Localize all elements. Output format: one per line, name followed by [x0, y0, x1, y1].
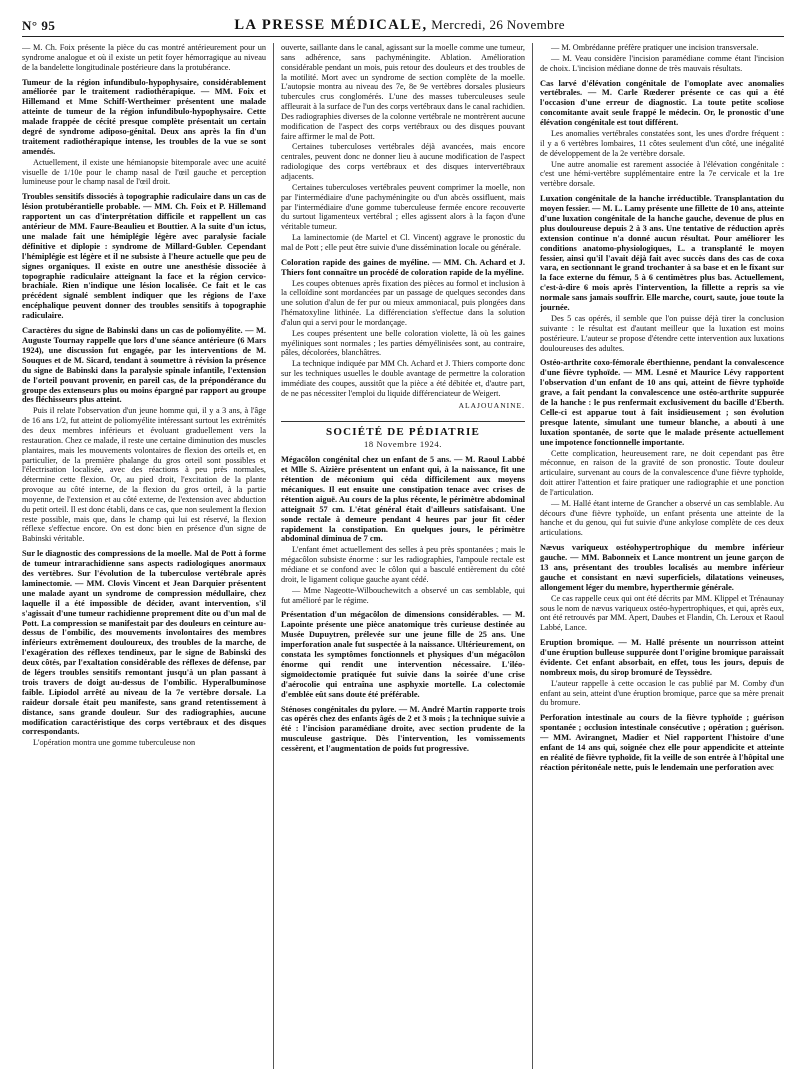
section-heading: Sténoses congénitales du pylore. — M. André Martin rapporte trois cas opérés chez des enfants âgés de 2 et 3 mois ; la technique suivie a été : l'incision paramédiane droite, avec section prudente de la musculeuse gastrique. Dès l'intervention, les vomissements cessèrent, et l'augmentation de poids fut progressive.: [281, 704, 525, 754]
paragraph: Cette complication, heureusement rare, ne doit cependant pas être méconnue, en raison de la gravité de son pronostic. Toute douleur articulaire, survenant au cours de la convalescence d'une fièvre typhoïde, doit attirer l'attention et faire pratiquer une radiographie et une ponction de l'articulation.: [540, 448, 784, 497]
paragraph: Certaines tuberculoses vertébrales déjà avancées, mais encore centrales, peuvent donc ne donner lieu à aucune modification de l'aspect radiologique des corps vertébraux et des disques intervertébraux adjacents.: [281, 142, 525, 181]
paragraph: Puis il relate l'observation d'un jeune homme qui, il y a 3 ans, à l'âge de 16 ans 1/2, fut atteint de poliomyélite intéressant surtout les extrémités des deux membres inférieurs et évoluant graduellement vers la restauration. Chez ce malade, il reste une certaine diminution des muscles plantaires, mais les mouvements volontaires de flexion des orteils et, en particulier, de la première phalange du gros orteil sont possibles et l'électrisation localisée, avec des réactions à peu près normales, détermine cette flexion. Or, au pied droit, l'excitation de la plante provoque au côté interne, de la flexion du gros orteil, à la partie moyenne, de l'extension et au côté externe, de l'extension avec abduction du petit orteil. Il est donc établi, dans ce cas, que non seulement la flexion reste possible, mais que, dans le champ qui lui est réservé, la flexion réflexe s'effectue encore. On est donc bien en présence d'un signe de Babinski véritable.: [22, 406, 266, 544]
columns: [22, 43, 784, 1069]
paragraph: L'enfant émet actuellement des selles à peu près spontanées ; mais le mégacôlon subsiste énorme : sur les radiographies, l'ampoule rectale est médiane et se confond avec le côlon qui a basculé entièrement du côté droit, le ligament colique gauche ayant cédé.: [281, 545, 525, 584]
section-heading: Coloration rapide des gaines de myéline. — MM. Ch. Achard et J. Thiers font connaître un procédé de coloration rapide de la myéline.: [281, 257, 525, 277]
section-heading: Perforation intestinale au cours de la fièvre typhoïde ; guérison spontanée ; occlusion intestinale consécutive ; opération ; guérison. — MM. Avirangnet, Madier et Niel rapportent l'histoire d'une enfant de 14 ans qui, soignée chez elle pour appendicite et atteinte en réalité de fièvre typhoïde, fit la veille de son entrée à l'hôpital une réaction péritonéale nette, puis le lendemain une perforation avec: [540, 713, 784, 772]
paragraph: — M. Veau considère l'incision paramédiane comme étant l'incision de choix. L'incision médiane donne de très mauvais résultats.: [540, 53, 784, 73]
section-heading: Troubles sensitifs dissociés à topographie radiculaire dans un cas de lésion protubérantielle probable. — MM. Ch. Foix et P. Hillemand rapportent un cas d'interprétation difficile et rappellent un cas antérieur de MM. Faure-Beaulieu et Bouttier. A la suite d'un ictus, une malade fait une hémiplégie légère avec paralysie faciale définitive et diplopie : syndrome de Millard-Gubler. Cependant l'hémiplégie est légère et il ne subsiste à l'heure actuelle que peu de signes organiques. Il existe en outre une anesthésie dissociée à topographie radiculaire atteignant la face et la région cervico-brachiale. Rien n'indique une lésion localisée. Ce fait et le cas précédent signalé semblent indiquer que les régions de l'axe encéphalique peuvent donner des troubles sensitifs à topographie radiculaire.: [22, 192, 266, 321]
paragraph: — M. Ch. Foix présente la pièce du cas montré antérieurement pour un syndrome analogue et où il existe un petit foyer hémorragique au niveau de la bandelette longitudinale postérieure dans la protubérance.: [22, 43, 266, 72]
section-heading: Caractères du signe de Babinski dans un cas de poliomyélite. — M. Auguste Tournay rappelle que lors d'une séance antérieure (6 Mars 1924), une discussion fut engagée, par les interventions de M. Souques et de M. Sicard, tendant à soumettre à révision la présence du signe de Babinski dans la paralysie spinale infantile, l'extension de l'orteil pouvant provenir, en pareil cas, de la prépondérance du groupe des extenseurs plus ou moins épargné par rapport au groupe des fléchisseurs plus atteint.: [22, 326, 266, 405]
column-1: [22, 43, 266, 1069]
paragraph: — M. Ombrédanne préfère pratiquer une incision transversale.: [551, 43, 759, 52]
section-heading: Luxation congénitale de la hanche irréductible. Transplantation du moyen fessier. — M. L. Lamy présente une fillette de 10 ans, atteinte d'une luxation congénitale de la hanche gauche, devenue de plus en plus douloureuse depuis 2 à 3 ans. Une tentative de réduction après extension continue n'a donné aucun résultat. Pour améliorer les conditions anatomo-physiologiques, L. a transplanté le moyen fessier, ainsi qu'il l'avait déjà fait avec succès dans des cas de coxa vara, en sectionnant le grand trochanter à sa base et en le fixant sur la face externe du fémur, 5 à 6 centimètres plus bas. Actuellement, c'est-à-dire 6 mois après l'intervention, la fillette a repris sa vie normale sans jamais souffrir. Elle marche, court, saute, joue toute la journée.: [540, 194, 784, 313]
journal-title: [234, 17, 565, 34]
paragraph: La technique indiquée par MM Ch. Achard et J. Thiers comporte donc sur les techniques usuelles le double avantage de permettre la coloration immédiate des coupes, aussitôt que la pièce a été débitée et, d'autre part, de ne pas nécessiter l'emploi du liquide différenciateur de Weigert.: [281, 359, 525, 398]
column-2: [281, 43, 525, 1069]
issue-date: Mercredi, 26 Novembre: [427, 17, 565, 32]
paragraph: Certaines tuberculoses vertébrales peuvent comprimer la moelle, non par l'intermédiaire d'une pachyméningite ou d'un abcès ossifluent, mais par l'intermédiaire d'une gomme tuberculeuse fermée encore recouverte du surtout ligamenteux vertébral ; elles agissent alors à la façon d'une véritable tumeur.: [281, 182, 525, 232]
journal-name: LA PRESSE MÉDICALE,: [234, 17, 428, 33]
section-heading: Sur le diagnostic des compressions de la moelle. Mal de Pott à forme de tumeur intrarachidienne sans aspects radiologiques anormaux des vertèbres. Sur l'évolution de la tuberculose vertébrale après laminectomie. — MM. Clovis Vincent et Jean Darquier présentent une malade ayant un syndrome de compression médullaire, chez laquelle il a été impossible de décider, avant intervention, s'il s'agissait d'une tumeur rachidienne proprement dite ou d'un mal de Pott. La compression se manifestait par des douleurs en ceinture au-dessus de l'ombilic, des mouvements involontaires des membres inférieurs extrêmement douloureux, des troubles de la marche, de l'exagération des réflexes tendineux, par le signe de Babinski des deux côtés, par l'exaltation considérable des réflexes de défense, par de légers troubles sensitifs remontant jusqu'à un plan passant à trois travers de doigt au-dessus de l'ombilic. Hyperalbuminose faible. Lipiodol arrêté au niveau de la 7e vertèbre dorsale. La raideur dorsale était peu manifeste, sans grand retentissement à distance, sans grande douleur. Sur des radiographies, aucune modification caractéristique des corps vertébraux et des disques correspondants.: [22, 549, 266, 737]
section-heading: Présentation d'un mégacôlon de dimensions considérables. — M. Lapointe présente une pièce anatomique très curieuse destinée au Musée Dupuytren, prélevée sur une jeune fille de 25 ans. Une imperforation anale fut suspectée à la naissance. Ultérieurement, on constata les symptômes fonctionnels et physiques d'un mégacôlon énorme qui rendit une intervention nécessaire. L'iléo-sigmoïdectomie pratiquée fut suivie dans la soirée d'une crise d'aérocolie qui entraîna une asphyxie mortelle. La colectomie d'emblée eût sans doute été préférable.: [281, 610, 525, 699]
column-divider: [273, 43, 274, 1069]
paragraph: — Mme Nageotte-Wilbouchewitch a observé un cas semblable, qui fut amélioré par le régime.: [281, 585, 525, 605]
section-heading: Mégacôlon congénital chez un enfant de 5 ans. — M. Raoul Labbé et Mlle S. Aizière présentent un enfant qui, à la naissance, fit une rétention de méconium qui céda difficilement aux moyens mécaniques. Il eut ensuite une constipation tenace avec crises de rétention aiguë. Au cours de la plus récente, le périmètre abdominal atteignait 57 cm. L'état général était d'ailleurs satisfaisant. Une sonde rectale à demeure pendant 4 heures par jour fit céder rapidement la constipation. En quelques jours, le périmètre abdominal diminua de 7 cm.: [281, 455, 525, 544]
paragraph: Les coupes présentent une belle coloration violette, là où les gaines myéliniques sont normales ; les parties démyélinisées sont, au contraire, pâles, décolorées, blanchâtres.: [281, 328, 525, 358]
paragraph: La laminectomie (de Martel et Cl. Vincent) aggrave le pronostic du mal de Pott ; elle peut être suivie d'une dissémination locale ou générale.: [281, 233, 525, 252]
column-divider: [532, 43, 533, 1069]
section-heading: Ostéo-arthrite coxo-fémorale éberthienne, pendant la convalescence d'une fièvre typhoïde. — MM. Lesné et Maurice Lévy rapportent l'observation d'un enfant de 10 ans qui, atteint de fièvre typhoïde grave, a fait pendant la convalescence une ostéo-arthrite suppurée de la hanche : le pus renfermait exclusivement du bacille d'Eberth. Celle-ci est apparue tout à fait insidieusement ; son évolution presque latente, simulant une tumeur blanche, a abouti à une luxation spontanée, de sorte que le malade présente actuellement une impotence fonctionnelle importante.: [540, 358, 784, 447]
paragraph: Une autre anomalie est rarement associée à l'élévation congénitale : c'est une hémi-vertèbre supplémentaire entre la 7e cervicale et la 1re vertèbre dorsale.: [540, 159, 784, 189]
society-title: SOCIÉTÉ DE PÉDIATRIE: [281, 421, 525, 438]
section-heading: Tumeur de la région infundibulo-hypophysaire, considérablement améliorée par le traitement radiothérapique. — MM. Foix et Hillemand et Mme Schiff-Wertheimer présentent une malade atteinte de tumeur de la région infundibulo-hypophysaire. Cette malade frappée de cécité presque complète présentait un certain degré de syndrome adiposo-génital. Deux ans après la fin d'un traitement radiothérapique intense, les troubles de la vue se sont amendés.: [22, 77, 266, 156]
page-header: [22, 8, 784, 37]
newspaper-page: [22, 8, 784, 1074]
section-heading: Eruption bromique. — M. Hallé présente un nourrisson atteint d'une éruption bulleuse suppurée dont l'origine bromique paraissait évidente. Cet enfant absorbait, en effet, tous les jours, depuis de nombreux mois, du sirop bromuré de Teyssèdre.: [540, 638, 784, 677]
section-heading: Nævus variqueux ostéohypertrophique du membre inférieur gauche. — MM. Babonneix et Lance montrent un jeune garçon de 13 ans, présentant des troubles localisés au membre inférieur gauche et consistant en nævi superficiels, dilatations veineuses, allongement léger du membre, hyperthermie générale.: [540, 543, 784, 592]
paragraph: Les coupes obtenues après fixation des pièces au formol et inclusion à la celloïdine sont mordancées par un passage de quelques secondes dans une solution d'alun de fer pur ou mieux ammoniacal, puis plongées dans l'hématoxyline lithinée. La différenciation s'effectue dans la solution d'alun qui a servi pour le mordançage.: [281, 278, 525, 327]
column-3: [540, 43, 784, 1069]
paragraph: ouverte, saillante dans le canal, agissant sur la moelle comme une tumeur, sans adhérence, sans pachyméningite. Ablation. Amélioration considérable pendant un mois, puis retour des douleurs et des troubles de la motilité. Mort avec un syndrome de section complète de la moelle. L'autopsie montra au niveau des 7e, 8e 9e vertèbres dorsales plusieurs tubercules crus conglomérés. L'une des masses tuberculeuses seule affleurait à la surface de l'un des corps vertébraux dans le canal rachidien. Des radiographies diverses de la colonne vertébrale ne montrèrent aucune modification de l'aspect des corps vertébraux ou des disques pouvant faire affirmer le mal de Pott.: [281, 43, 525, 141]
paragraph: — M. Hallé étant interne de Grancher a observé un cas semblable. Au décours d'une fièvre typhoïde, un enfant présenta une atteinte de la hanche et du genou, qui fut suivie d'une ankylose complète de ces deux articulations.: [540, 498, 784, 538]
paragraph: L'auteur rappelle à cette occasion le cas publié par M. Comby d'un enfant au sein, atteint d'une éruption bromique, parce que sa mère prenait du bromure.: [540, 678, 784, 708]
paragraph: Ce cas rappelle ceux qui ont été décrits par MM. Klippel et Trénaunay sous le nom de nævus variqueux ostéo-hypertrophiques, et qui, après eux, ont été retrouvés par MM. Apert, Daubes et Flandin, Ch. Leroux et Raoul Labbé, Lance.: [540, 593, 784, 633]
paragraph: Des 5 cas opérés, il semble que l'on puisse déjà tirer la conclusion suivante : le résultat est d'autant meilleur que la luxation est moins postérieure. L'auteur se propose d'étendre cette intervention aux luxations douloureuses des adultes.: [540, 314, 784, 353]
paragraph: Actuellement, il existe une hémianopsie bitemporale avec une acuité visuelle de 1/10e pour le champ nasal de l'œil gauche et perception lumineuse pour le champ nasal de l'œil droit.: [22, 157, 266, 187]
society-date: 18 Novembre 1924.: [364, 439, 442, 450]
section-heading: Cas larvé d'élévation congénitale de l'omoplate avec anomalies vertébrales. — M. Carle Rœderer présente ce cas qui a été l'occasion d'une erreur de diagnostic. La toute petite scoliose concomitante avait seule frappé le médecin. Or, le pronostic d'une élévation congénitale est tout différent.: [540, 78, 784, 128]
paragraph: L'opération montra une gomme tuberculeuse non: [33, 738, 196, 748]
issue-number: N° 95: [22, 18, 56, 33]
paragraph: Les anomalies vertébrales constatées sont, les unes d'ordre fréquent : il y a 6 vertèbres lombaires, 11 côtes seulement d'un côté, une inégalité de développement de la 2e vertèbre dorsale.: [540, 129, 784, 158]
author-signature: ALAJOUANINE.: [458, 400, 525, 410]
